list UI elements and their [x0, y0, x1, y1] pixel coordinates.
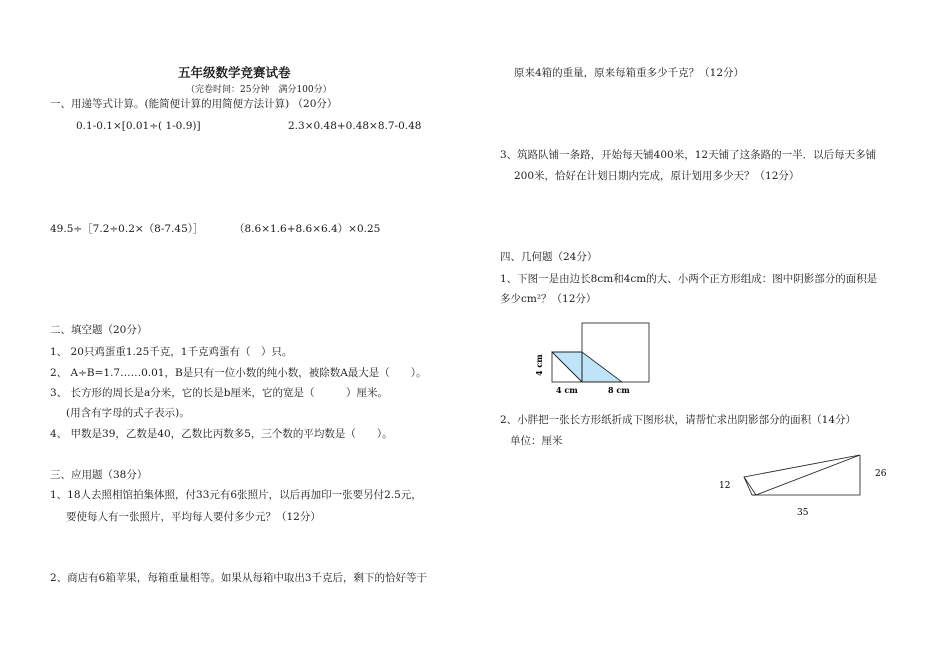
- app-q3-line2: 200米，恰好在计划日期内完成，原计划用多少天？（12分）: [514, 170, 800, 182]
- fig1-label-large: 8 cm: [608, 385, 630, 395]
- geo-q1-line1: 1、下图一是由边长8cm和4cm的大、小两个正方形组成：图中阴影部分的面积是: [500, 273, 878, 285]
- app-q2-line2: 原来4箱的重量，原来每箱重多少千克？（12分）: [514, 67, 745, 79]
- section2-heading: 二、填空题（20分）: [50, 324, 148, 336]
- fig2-label-left: 12: [719, 481, 731, 491]
- app-q1-line2: 要使每人有一张照片，平均每人要付多少元？（12分）: [66, 511, 321, 523]
- calc-problem-3: 49.5÷［7.2÷0.2×（8-7.45）］: [50, 223, 204, 235]
- geo-q1-line2: 多少cm²？（12分）: [500, 293, 597, 305]
- fill-item-3-note: (用含有字母的式子表示)。: [66, 407, 190, 419]
- calc-problem-2: 2.3×0.48+0.48×8.7-0.48: [288, 120, 422, 132]
- fig2-folded-part: [744, 455, 860, 495]
- figure-folded-rectangle: [700, 455, 900, 525]
- calc-problem-1: 0.1-0.1×[0.01÷( 1-0.9)]: [76, 120, 201, 132]
- fill-item-4: 4、 甲数是39，乙数是40，乙数比丙数多5，三个数的平均数是（ ）。: [50, 428, 393, 440]
- figure-two-squares: [530, 318, 660, 395]
- section3-heading: 三、应用题（38分）: [50, 469, 148, 481]
- fig2-label-right: 26: [875, 469, 887, 479]
- app-q2-line1: 2、商店有6箱苹果，每箱重量相等。如果从每箱中取出3千克后，剩下的恰好等于: [50, 572, 428, 584]
- fig2-rectangle-outline: [744, 455, 860, 495]
- calc-problem-4: （8.6×1.6+8.6×6.4）×0.25: [234, 223, 381, 235]
- app-q1-line1: 1、18人去照相馆拍集体照，付33元有6张照片，以后再加印一张要另付2.5元，: [50, 489, 422, 501]
- fill-item-3: 3、 长方形的周长是a分米，它的长是b厘米，它的宽是（ ）厘米。: [50, 387, 388, 399]
- geo-q2-line1: 2、小胖把一张长方形纸折成下图形状，请帮忙求出阴影部分的面积（14分）: [500, 414, 857, 426]
- section4-heading: 四、几何题（24分）: [500, 251, 598, 263]
- fig1-shaded-region: [552, 352, 622, 382]
- section1-heading: 一、用递等式计算。(能简便计算的用简便方法计算) （20分）: [50, 98, 338, 110]
- page-title: 五年级数学竞赛试卷: [178, 65, 291, 80]
- fill-item-1: 1、 20只鸡蛋重1.25千克，1千克鸡蛋有（ ）只。: [50, 346, 293, 358]
- fig1-label-small: 4 cm: [556, 385, 578, 395]
- page-subtitle: （完卷时间：25分钟 满分100分）: [186, 85, 332, 95]
- fill-item-2: 2、 A÷B=1.7……0.01，B是只有一位小数的纯小数，被除数A最大是（ ）。: [50, 367, 427, 379]
- fig2-label-bottom: 35: [797, 508, 809, 518]
- fig1-label-side: 4 cm: [534, 354, 544, 376]
- app-q3-line1: 3、筑路队铺一条路，开始每天铺400米，12天铺了这条路的一半．以后每天多铺: [500, 149, 877, 161]
- geo-q2-unit: 单位：厘米: [510, 435, 563, 447]
